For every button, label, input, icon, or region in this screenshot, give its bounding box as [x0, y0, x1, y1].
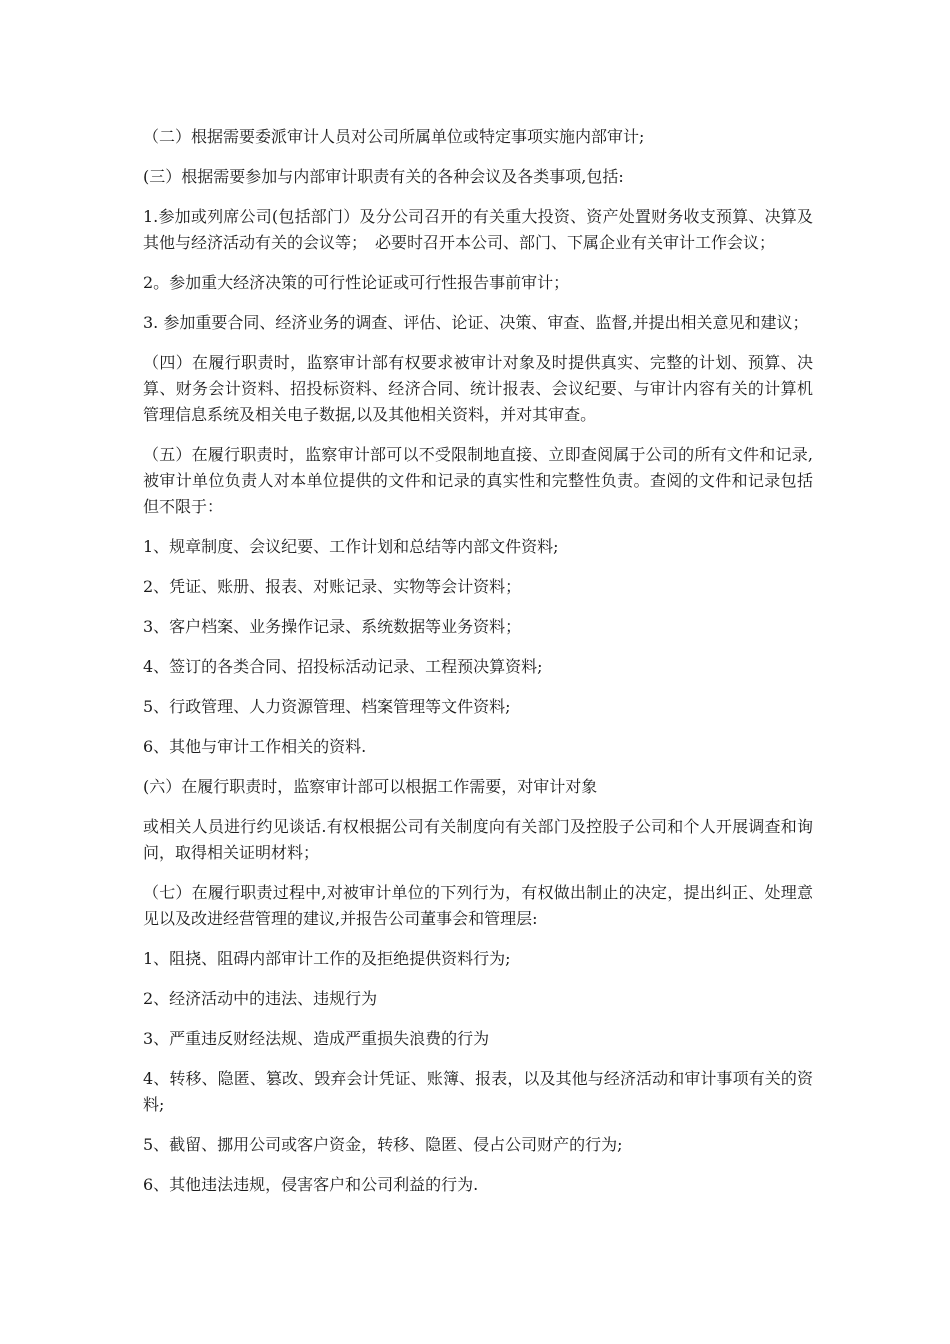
paragraph-3-item-1: 1.参加或列席公司(包括部门）及分公司召开的有关重大投资、资产处置财务收支预算、决算及其他与经济活动有关的会议等； 必要时召开本公司、部门、下属企业有关审计工作会议； [143, 207, 813, 252]
document-page [143, 124, 813, 1212]
paragraph-5-item-2: 2、凭证、账册、报表、对账记录、实物等会计资料； [143, 577, 522, 596]
paragraph-4: （四）在履行职责时，监察审计部有权要求被审计对象及时提供真实、完整的计划、预算、决算、财务会计资料、招投标资料、经济合同、统计报表、会议纪要、与审计内容有关的计算机管理信息系统及相关电子数据,以及其他相关资料，并对其审查。 [143, 353, 813, 424]
paragraph-7-item-3: 3、严重违反财经法规、造成严重损失浪费的行为 [143, 1029, 490, 1048]
paragraph-5-item-5: 5、行政管理、人力资源管理、档案管理等文件资料; [143, 697, 511, 716]
paragraph-7: （七）在履行职责过程中,对被审计单位的下列行为，有权做出制止的决定，提出纠正、处理意见以及改进经营管理的建议,并报告公司董事会和管理层: [143, 883, 813, 928]
paragraph-7-item-2: 2、经济活动中的违法、违规行为 [143, 989, 378, 1008]
paragraph-5-item-3: 3、客户档案、业务操作记录、系统数据等业务资料； [143, 617, 522, 636]
paragraph-3-item-2: 2。参加重大经济决策的可行性论证或可行性报告事前审计； [143, 273, 570, 292]
paragraph-6: (六）在履行职责时，监察审计部可以根据工作需要，对审计对象 [143, 777, 598, 796]
paragraph-7-item-1: 1、阻挠、阻碍内部审计工作的及拒绝提供资料行为; [143, 949, 511, 968]
paragraph-5-item-6: 6、其他与审计工作相关的资料. [143, 737, 367, 756]
paragraph-5-item-1: 1、规章制度、会议纪要、工作计划和总结等内部文件资料; [143, 537, 559, 556]
paragraph-5-item-4: 4、签订的各类合同、招投标活动记录、工程预决算资料; [143, 657, 543, 676]
paragraph-3: (三）根据需要参加与内部审计职责有关的各种会议及各类事项,包括: [143, 167, 624, 186]
paragraph-7-item-5: 5、截留、挪用公司或客户资金，转移、隐匿、侵占公司财产的行为; [143, 1135, 623, 1154]
paragraph-6-continued: 或相关人员进行约见谈话.有权根据公司有关制度向有关部门及控股子公司和个人开展调查和询问，取得相关证明材料； [143, 817, 813, 862]
paragraph-7-item-6: 6、其他违法违规，侵害客户和公司利益的行为. [143, 1175, 479, 1194]
paragraph-5: （五）在履行职责时，监察审计部可以不受限制地直接、立即查阅属于公司的所有文件和记录,被审计单位负责人对本单位提供的文件和记录的真实性和完整性负责。查阅的文件和记录包括但不限于： [143, 445, 813, 516]
paragraph-2: （二）根据需要委派审计人员对公司所属单位或特定事项实施内部审计; [143, 127, 645, 146]
paragraph-3-item-3: 3. 参加重要合同、经济业务的调查、评估、论证、决策、审查、监督,并提出相关意见和建议； [143, 313, 809, 332]
paragraph-7-item-4: 4、转移、隐匿、篡改、毁弃会计凭证、账簿、报表，以及其他与经济活动和审计事项有关的资料; [143, 1069, 813, 1114]
